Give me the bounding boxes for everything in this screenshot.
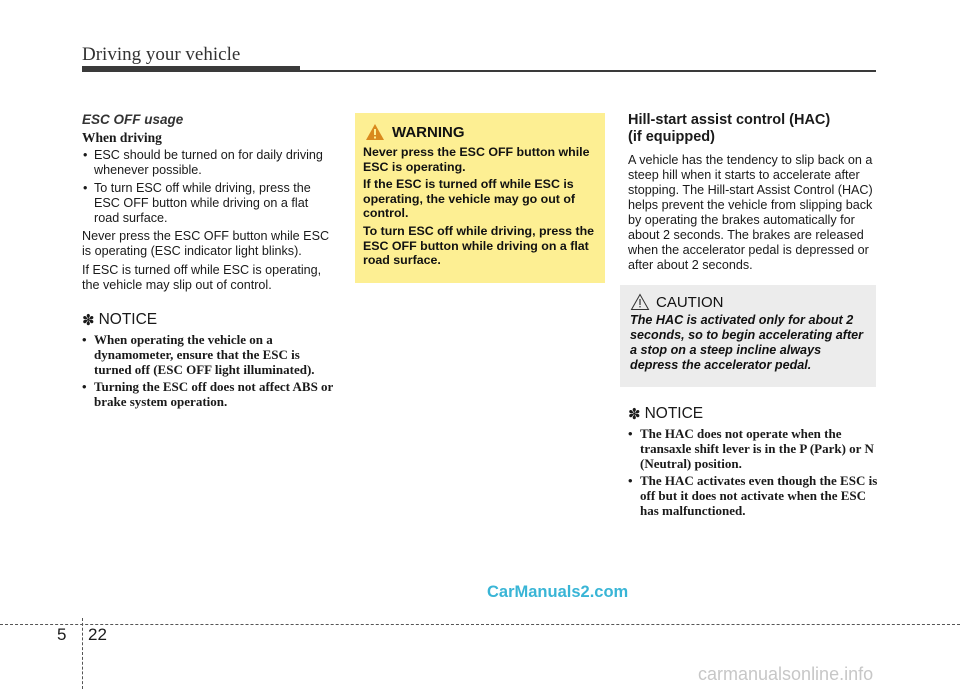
notice-label: NOTICE xyxy=(98,311,158,328)
hac-title-line1: Hill-start assist control (HAC) xyxy=(628,112,831,128)
page-number: 22 xyxy=(88,625,107,644)
caution-triangle-icon xyxy=(630,293,650,311)
notice-heading xyxy=(628,405,882,423)
right-column xyxy=(628,112,882,520)
hac-title xyxy=(628,112,882,146)
notice-star-icon: ✽ xyxy=(628,406,641,423)
warning-triangle-icon xyxy=(365,123,385,141)
notice-list xyxy=(82,332,336,409)
notice-list xyxy=(628,426,882,518)
esc-paragraph: If ESC is turned off while ESC is operating, the vehicle may slip out of control. xyxy=(82,263,322,292)
caution-text: The HAC is activated only for about 2 seconds, so to begin accelerating after a stop on a steep incline always depress the accelerator pedal. xyxy=(630,313,864,372)
list-item: • The HAC activates even though the ESC is off but it does not activate when the ESC has malfunctioned. xyxy=(628,473,882,518)
esc-off-heading: ESC OFF usage xyxy=(82,112,184,127)
esc-paragraph: Never press the ESC OFF button while ESC is operating (ESC indicator light blinks). xyxy=(82,229,330,258)
notice-heading xyxy=(82,311,336,329)
header-rule-thick xyxy=(82,66,300,72)
footer-rule xyxy=(0,624,960,625)
warning-label: WARNING xyxy=(392,123,465,141)
warning-text: Never press the ESC OFF button while ESC is operating. xyxy=(363,145,590,174)
warning-heading xyxy=(363,123,597,141)
caution-heading xyxy=(630,293,866,311)
notice-label: NOTICE xyxy=(644,405,704,422)
left-column xyxy=(82,112,336,411)
list-item: • The HAC does not operate when the transaxle shift lever is in the P (Park) or N (Neutral) position. xyxy=(628,426,882,471)
caution-box xyxy=(620,285,876,387)
notice-star-icon: ✽ xyxy=(82,312,95,329)
site-watermark: carmanualsonline.info xyxy=(698,664,874,684)
esc-bullets xyxy=(82,148,336,226)
list-item: • Turning the ESC off does not affect ABS or brake system operation. xyxy=(82,379,336,409)
when-driving-label: When driving xyxy=(82,130,162,145)
chapter-number: 5 xyxy=(57,625,67,644)
warning-text: If the ESC is turned off while ESC is operating, the vehicle may go out of control. xyxy=(363,177,576,221)
list-item: • To turn ESC off while driving, press the ESC OFF button while driving on a flat road surface. xyxy=(82,181,336,226)
header-title: Driving your vehicle xyxy=(82,44,241,65)
watermark-link[interactable]: CarManuals2.com xyxy=(487,583,629,601)
list-item: • ESC should be turned on for daily driving whenever possible. xyxy=(82,148,336,178)
caution-label: CAUTION xyxy=(656,293,724,311)
warning-box xyxy=(355,113,605,283)
hac-body: A vehicle has the tendency to slip back on a steep hill when it starts to accelerate after stopping. The Hill-start Assist Control (HAC) helps prevent the vehicle from slipping back by operating the brakes automatically for about 2 seconds. The brakes are released when the accelerator pedal is depressed or after about 2 seconds. xyxy=(628,153,873,272)
warning-text: To turn ESC off while driving, press the ESC OFF button while driving on a flat road surface. xyxy=(363,223,595,268)
hac-title-line2: (if equipped) xyxy=(628,129,715,145)
footer-divider xyxy=(82,618,83,689)
list-item: • When operating the vehicle on a dynamometer, ensure that the ESC is turned off (ESC OFF light illuminated). xyxy=(82,332,336,377)
header-rule-thin xyxy=(300,70,876,72)
